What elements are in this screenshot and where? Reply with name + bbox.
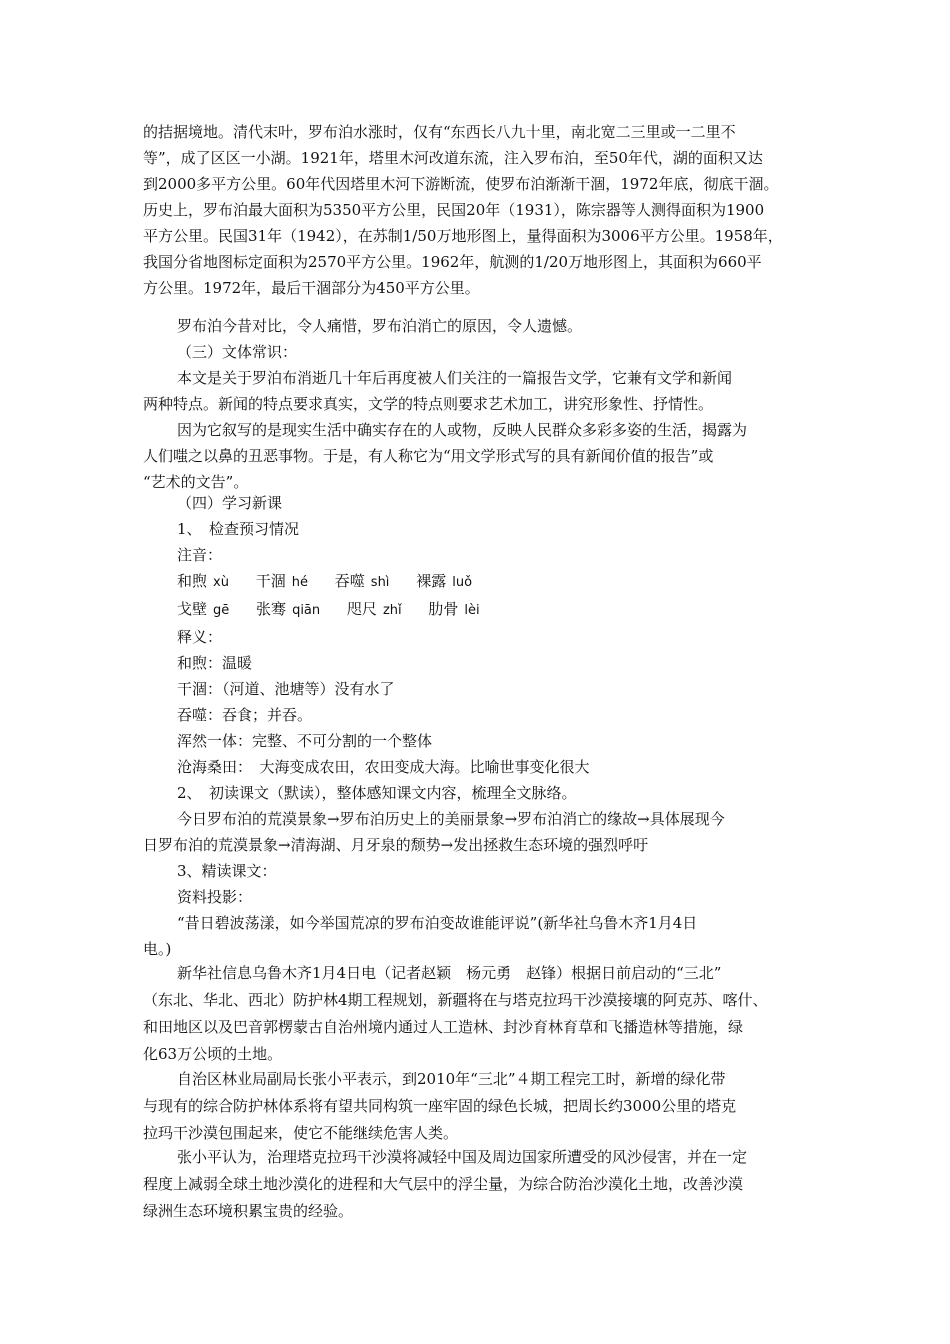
- text-line: （东北、华北、西北）防护林4期工程规划，新疆将在与塔克拉玛干沙漠接壤的阿克苏、喀什、: [143, 991, 768, 1009]
- text-line: 本文是关于罗泊布消逝几十年后再度被人们关注的一篇报告文学，它兼有文学和新闻: [177, 369, 733, 387]
- text-line: 两种特点。新闻的特点要求真实，文学的特点则要求艺术加工，讲究形象性、抒情性。: [143, 395, 714, 413]
- text-line: 因为它叙写的是现实生活中确实存在的人或物，反映人民群众多彩多姿的生活，揭露为: [177, 421, 748, 439]
- pinyin-reading: zhǐ: [382, 603, 402, 618]
- definition: 浑然一体：完整、不可分割的一个整体: [177, 732, 433, 750]
- news-paragraph-1: [143, 960, 813, 1068]
- news-title-line: “昔日碧波荡漾，如今举国荒凉的罗布泊变故谁能评说”(新华社乌鲁木齐1月4日: [177, 914, 698, 932]
- text-line: 和田地区以及巴音郭楞蒙古自治州境内通过人工造林、封沙育林育草和飞播造林等措施，绿: [143, 1018, 744, 1036]
- pinyin-word: 吞噬: [334, 572, 365, 590]
- text-line: 程度上减弱全球土地沙漠化的进程和大气层中的浮尘量，为综合防治沙漠化土地，改善沙漠: [143, 1175, 744, 1193]
- text-line: 历史上，罗布泊最大面积为5350平方公里，民国20年（1931），陈宗器等人测得面积为1900: [143, 201, 765, 219]
- pinyin-word: 干涸: [255, 572, 286, 590]
- section-heading-4: （四）学习新课: [177, 494, 283, 512]
- section-heading-3: （三）文体常识：: [177, 343, 298, 361]
- definition: 和煦：温暖: [177, 654, 253, 672]
- pinyin-word: 咫尺: [346, 600, 377, 618]
- new-lesson-section: [143, 490, 813, 962]
- step-3: 3、精读课文：: [177, 862, 277, 880]
- text-line: 我国分省地图标定面积为2570平方公里。1962年，航测的1/20万地形图上，其面积为660平: [143, 253, 762, 271]
- pinyin-reading: xù: [213, 575, 229, 590]
- text-line: 人们嗤之以鼻的丑恶事物。于是，有人称它为“用文学形式写的具有新闻价值的报告”或: [143, 447, 714, 465]
- text-line: 新华社信息乌鲁木齐1月4日电（记者赵颖 杨元勇 赵锋）根据日前启动的“三北”: [177, 964, 722, 982]
- text-line: 化63万公顷的土地。: [143, 1045, 283, 1063]
- pinyin-row-1: [143, 568, 813, 596]
- text-line: 的拮据境地。清代末叶，罗布泊水涨时，仅有“东西长八九十里，南北宽二三里或一二里不: [143, 123, 736, 141]
- text-line: 平方公里。民国31年（1942），在苏制1/50万地形图上，量得面积为3006平方公里。1958年，: [143, 227, 783, 245]
- shiyi-label: 释义：: [177, 628, 223, 646]
- text-line: 方公里。1972年，最后干涸部分为450平方公里。: [143, 279, 480, 297]
- news-title-line: 电。): [143, 940, 172, 958]
- text-line: 等”，成了区区一小湖。1921年，塔里木河改道东流，注入罗布泊，至50年代，湖的面积又达: [143, 149, 763, 167]
- zhuyin-label: 注音：: [177, 546, 223, 564]
- text-line: 张小平认为，治理塔克拉玛干沙漠将减轻中国及周边国家所遭受的风沙侵害，并在一定: [177, 1148, 748, 1166]
- text-line: 到2000多平方公里。60年代因塔里木河下游断流，使罗布泊渐渐干涸，1972年底，彻底干涸。: [143, 175, 779, 193]
- text-line: “艺术的文告”。: [143, 473, 249, 491]
- pinyin-reading: shì: [370, 575, 390, 590]
- pinyin-word: 和煦: [177, 572, 208, 590]
- comparison-paragraph: 罗布泊今昔对比，令人痛惜，罗布泊消亡的原因，令人遗憾。: [177, 317, 583, 335]
- outline-line: 日罗布泊的荒漠景象→清海湖、月牙泉的颓势→发出拯救生态环境的强烈呼吁: [143, 836, 649, 854]
- pinyin-reading: gē: [213, 603, 230, 618]
- history-paragraph: [143, 119, 813, 301]
- pinyin-word: 裸露: [416, 572, 447, 590]
- definition: 干涸：（河道、池塘等）没有水了: [177, 680, 395, 698]
- pinyin-reading: hé: [291, 575, 308, 590]
- pinyin-word: 肋骨: [428, 600, 459, 618]
- text-line: 拉玛干沙漠包围起来，使它不能继续危害人类。: [143, 1124, 459, 1142]
- genre-section: [143, 313, 813, 495]
- ziliao-label: 资料投影：: [177, 888, 253, 906]
- pinyin-row-2: [143, 596, 813, 624]
- pinyin-reading: qiān: [292, 603, 321, 618]
- text-line: 自治区林业局副局长张小平表示，到2010年“三北”４期工程完工时，新增的绿化带: [177, 1070, 726, 1088]
- news-paragraph-3: [143, 1144, 813, 1225]
- outline-line: 今日罗布泊的荒漠景象→罗布泊历史上的美丽景象→罗布泊消亡的缘故→具体展现今: [177, 810, 725, 828]
- definition: 沧海桑田： 大海变成农田，农田变成大海。比喻世事变化很大: [177, 758, 590, 776]
- step-2: 2、 初读课文（默读），整体感知课文内容，梳理全文脉络。: [177, 784, 577, 802]
- pinyin-reading: luǒ: [452, 575, 473, 590]
- news-paragraph-2: [143, 1066, 813, 1147]
- step-1: 1、 检查预习情况: [177, 520, 300, 538]
- definition: 吞噬：吞食；并吞。: [177, 706, 313, 724]
- text-line: 与现有的综合防护林体系将有望共同构筑一座牢固的绿色长城，把周长约3000公里的塔克: [143, 1097, 737, 1115]
- pinyin-reading: lèi: [464, 603, 480, 618]
- text-line: 绿洲生态环境积累宝贵的经验。: [143, 1202, 354, 1220]
- pinyin-word: 张骞: [256, 600, 287, 618]
- pinyin-word: 戈壁: [177, 600, 208, 618]
